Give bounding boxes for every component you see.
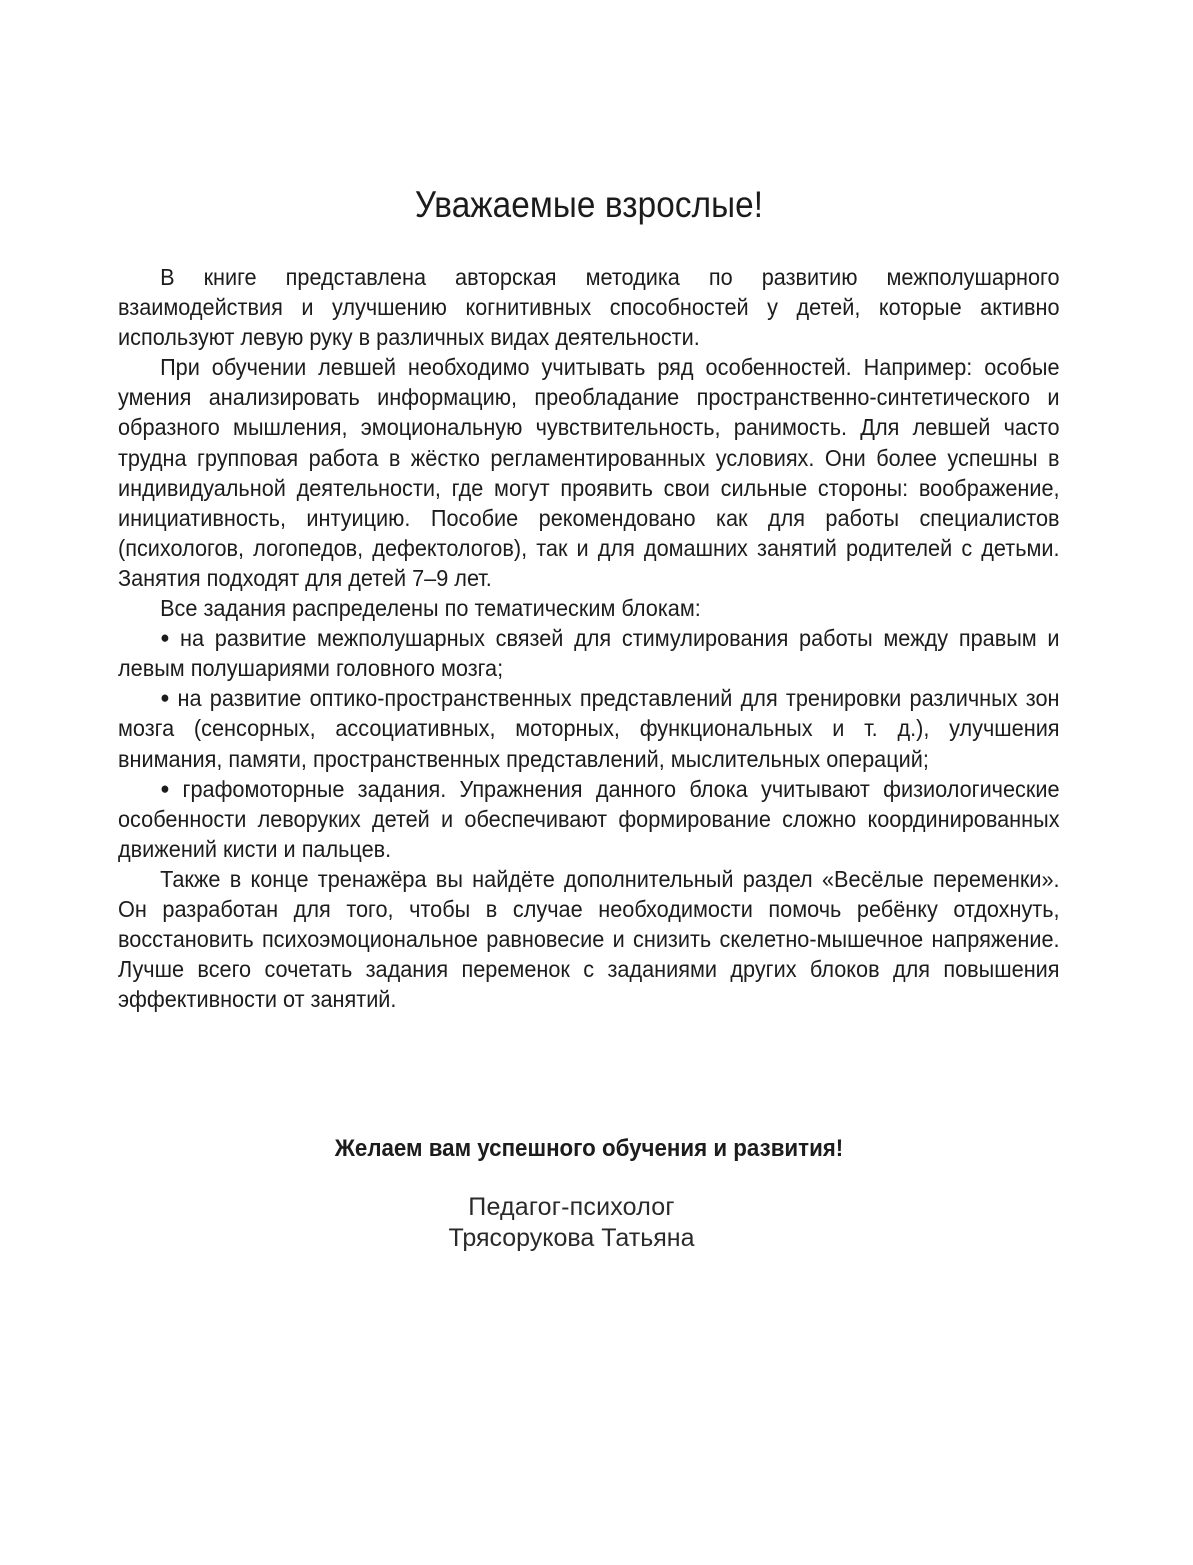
signature-name: Трясорукова Татьяна [448,1224,695,1252]
signature-block [118,1192,1025,1254]
list-item-text: на развитие межполушарных связей для стимулирования работы между правым и левым полушариями головного мозга; [118,625,1060,682]
paragraph-blocks-lead: Все задания распределены по тематическим блокам: [160,595,701,622]
paragraph-intro: В книге представлена авторская методика по развитию межполушарного взаимодействия и улучшению когнитивных способностей у детей, которые активно используют левую руку в различных видах деятельности. [118,264,1060,351]
bullet-icon: ● [160,778,177,798]
page-title: Уважаемые взрослые! [414,184,764,225]
signature-role: Педагог-психолог [468,1193,675,1221]
paragraph-features: При обучении левшей необходимо учитывать ряд особенностей. Например: особые умения анализировать информацию, преобладание пространственно-синтетического и образного мышления, эмоциональную чувствительность, ранимость. Для левшей часто трудна групповая работа в жёстко регламентированных условиях. Они более успешны в индивидуальной деятельности, где могут проявить свои сильные стороны: воображение, инициативность, интуицию. Пособие рекомендовано как для работы специалистов (психологов, логопедов, дефектологов), так и для домашних занятий родителей с детьми. Занятия подходят для детей 7–9 лет. [118,354,1060,591]
list-item [118,623,1060,683]
bullet-icon: ● [160,688,172,708]
list-item [118,774,1060,864]
paragraph-breaks-section: Также в конце тренажёра вы найдёте дополнительный раздел «Весёлые переменки». Он разработан для того, чтобы в случае необходимости помочь ребёнку отдохнуть, восстановить психоэмоциональное равновесие и снизить скелетно-мышечное напряжение. Лучше всего сочетать задания переменок с заданиями других блоков для повышения эффективности от занятий. [118,865,1060,1013]
list-item-text: графомоторные задания. Упражнения данного блока учитывают физиологические особенности леворуких детей и обеспечивают формирование сложно координированных движений кисти и пальцев. [118,775,1060,862]
body-text-block [118,262,1060,1014]
closing-wish: Желаем вам успешного обучения и развития! [334,1135,844,1162]
list-item-text: на развитие оптико-пространственных представлений для тренировки различных зон мозга (сенсорных, ассоциативных, моторных, функциональных и т. д.), улучшения внимания, памяти, пространственных представлений, мыслительных операций; [118,685,1060,772]
list-item [118,683,1060,773]
bullet-icon: ● [160,628,175,648]
